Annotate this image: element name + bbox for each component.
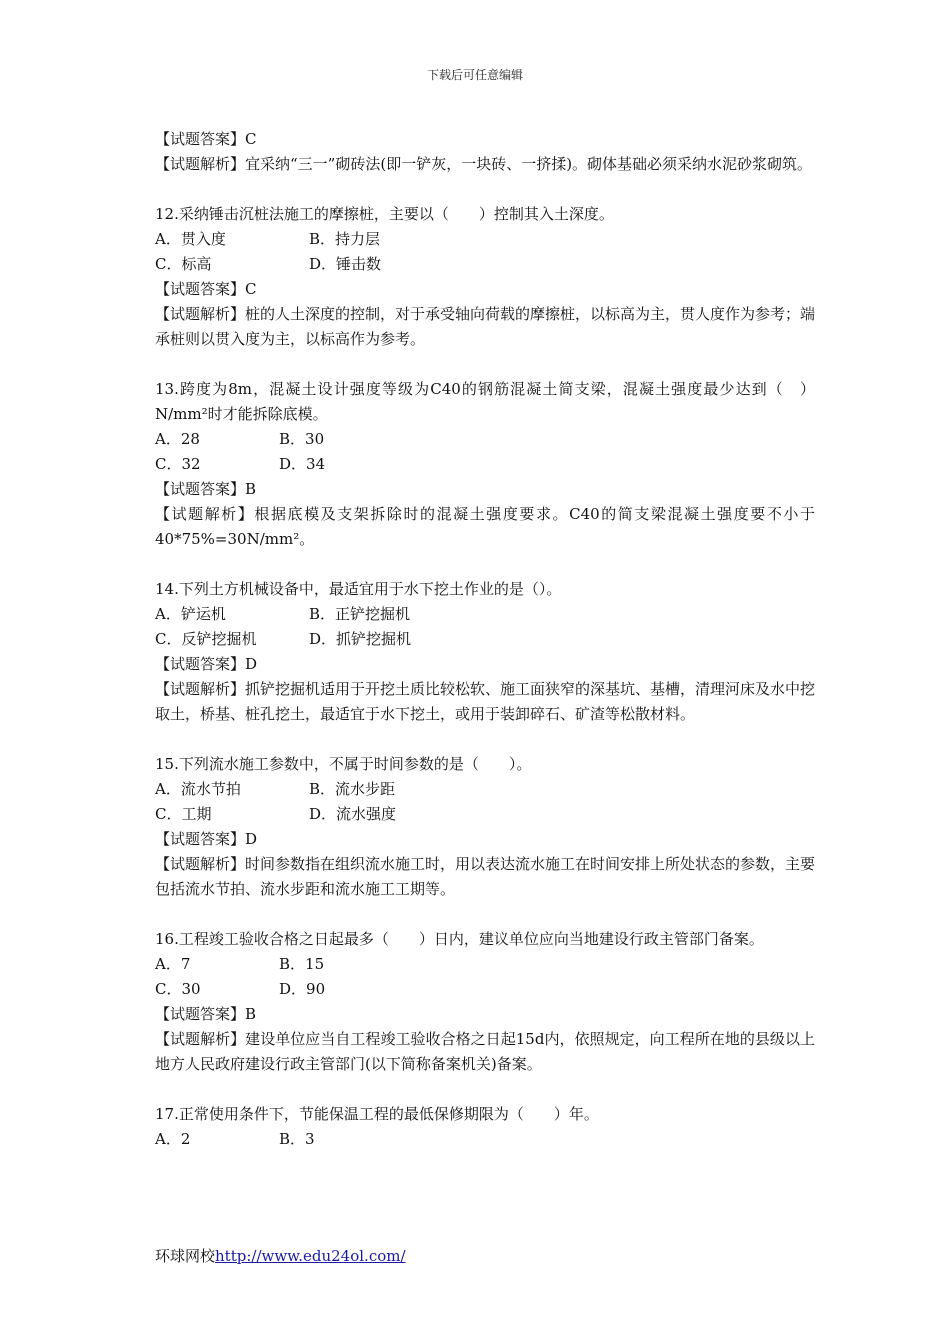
analysis-paragraph: 【试题解析】根据底模及支架拆除时的混凝土强度要求。C40的简支梁混凝土强度要不小于40*75%=30N/mm²。 <box>155 505 815 548</box>
option-c: C．标高 <box>155 255 212 273</box>
analysis-paragraph: 【试题解析】宜采纳“三一”砌砖法(即一铲灰，一块砖、一挤揉)。砌体基础必须采纳水泥砂浆砌筑。 <box>155 155 813 173</box>
option-a: A．贯入度 <box>155 230 226 248</box>
question-stem: 15.下列流水施工参数中，不属于时间参数的是（ ）。 <box>155 755 532 773</box>
footer-label: 环球网校 <box>155 1247 216 1265</box>
question-stem: 12.采纳锤击沉桩法施工的摩擦桩，主要以（ ）控制其入土深度。 <box>155 205 614 223</box>
option-d: D．34 <box>279 455 326 473</box>
answer-line: 【试题答案】D <box>155 830 258 848</box>
option-a: A．2 <box>155 1130 191 1148</box>
option-row <box>155 627 815 652</box>
question-stem: 17.正常使用条件下，节能保温工程的最低保修期限为（ ）年。 <box>155 1105 599 1123</box>
answer-line: 【试题答案】C <box>155 280 257 298</box>
option-row <box>155 952 815 977</box>
option-row <box>155 602 815 627</box>
question-stem: 16.工程竣工验收合格之日起最多（ ）日内，建议单位应向当地建设行政主管部门备案。 <box>155 930 764 948</box>
option-row <box>155 452 815 477</box>
document-body <box>155 127 815 1152</box>
option-c: C．32 <box>155 455 201 473</box>
option-d: D．抓铲挖掘机 <box>309 630 412 648</box>
answer-line: 【试题答案】B <box>155 480 257 498</box>
option-d: D．流水强度 <box>309 805 397 823</box>
option-c: C．反铲挖掘机 <box>155 630 257 648</box>
option-a: A．28 <box>155 430 200 448</box>
option-row <box>155 227 815 252</box>
analysis-paragraph: 【试题解析】时间参数指在组织流水施工时，用以表达流水施工在时间安排上所处状态的参数，主要包括流水节拍、流水步距和流水施工工期等。 <box>155 855 816 898</box>
option-b: B．15 <box>279 955 325 973</box>
option-row <box>155 777 815 802</box>
option-row <box>155 427 815 452</box>
page-header: 下载后可任意编辑 <box>426 68 523 82</box>
option-d: D．90 <box>279 980 326 998</box>
option-row <box>155 1127 815 1152</box>
option-c: C．工期 <box>155 805 212 823</box>
option-d: D．锤击数 <box>309 255 382 273</box>
question-stem: 14.下列土方机械设备中，最适宜用于水下挖土作业的是（）。 <box>155 580 562 598</box>
option-a: A．铲运机 <box>155 605 226 623</box>
question-stem: 13.跨度为8m，混凝土设计强度等级为C40的钢筋混凝土简支梁，混凝土强度最少达到（ ）N/mm²时才能拆除底模。 <box>155 380 815 423</box>
option-row <box>155 802 815 827</box>
option-a: A．7 <box>155 955 191 973</box>
analysis-paragraph: 【试题解析】桩的人土深度的控制，对于承受轴向荷载的摩擦桩，以标高为主，贯人度作为参考；端承桩则以贯入度为主，以标高作为参考。 <box>155 305 816 348</box>
option-b: B．3 <box>279 1130 315 1148</box>
option-a: A．流水节拍 <box>155 780 241 798</box>
option-b: B．30 <box>279 430 325 448</box>
option-b: B．流水步距 <box>309 780 396 798</box>
answer-line: 【试题答案】D <box>155 655 258 673</box>
option-row <box>155 977 815 1002</box>
answer-line: 【试题答案】B <box>155 1005 257 1023</box>
option-b: B．持力层 <box>309 230 381 248</box>
option-row <box>155 252 815 277</box>
option-c: C．30 <box>155 980 201 998</box>
option-b: B．正铲挖掘机 <box>309 605 411 623</box>
answer-line: 【试题答案】C <box>155 130 257 148</box>
analysis-paragraph: 【试题解析】抓铲挖掘机适用于开挖土质比较松软、施工面狭窄的深基坑、基槽，清理河床及水中挖取土，桥基、桩孔挖土，最适宜于水下挖土，或用于装卸碎石、矿渣等松散材料。 <box>155 680 816 723</box>
page-footer <box>155 1245 406 1266</box>
footer-link[interactable]: http://www.edu24ol.com/ <box>215 1247 406 1265</box>
analysis-paragraph: 【试题解析】建设单位应当自工程竣工验收合格之日起15d内，依照规定，向工程所在地的县级以上地方人民政府建设行政主管部门(以下简称备案机关)备案。 <box>155 1030 815 1073</box>
